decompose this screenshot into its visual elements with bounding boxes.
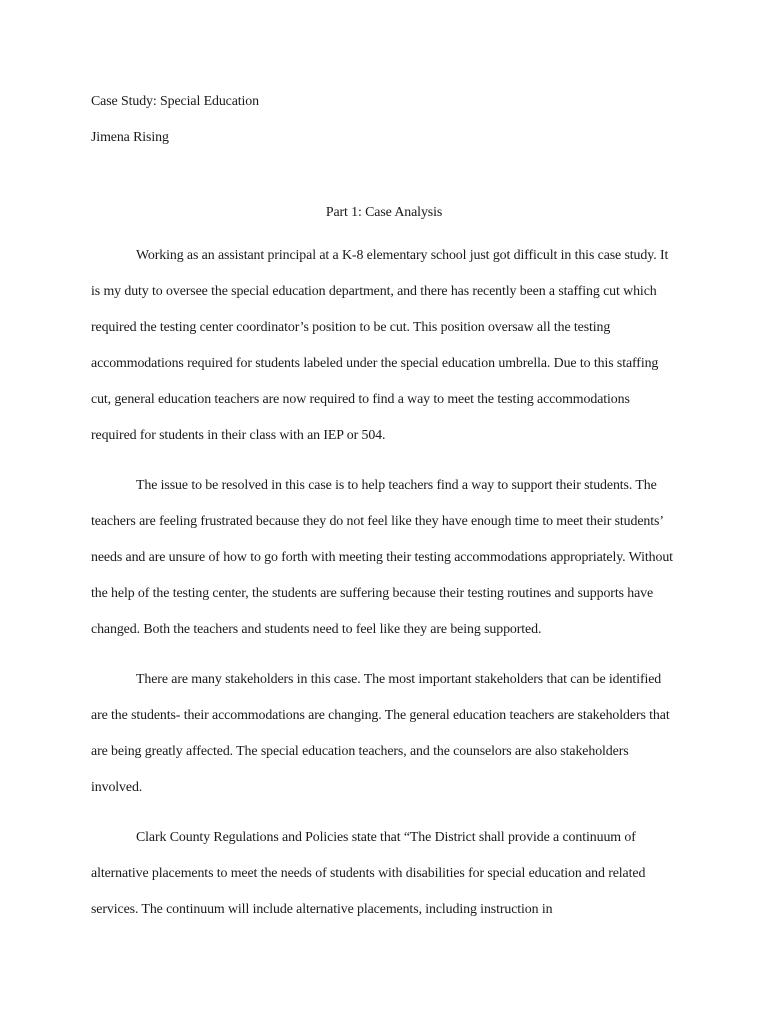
section-title: Part 1: Case Analysis bbox=[325, 205, 443, 220]
document-body bbox=[91, 92, 677, 928]
document-title: Case Study: Special Education bbox=[91, 94, 259, 109]
paragraph: Clark County Regulations and Policies state that “The District shall provide a continuum of alternative placements to meet the needs of students with disabilities for special education and related services. The continuum will include alternative placements, including instruction in bbox=[91, 830, 646, 917]
author-name: Jimena Rising bbox=[91, 130, 169, 145]
paragraph: There are many stakeholders in this case. The most important stakeholders that can be identified are the students- their accommodations are changing. The general education teachers are stakeholders that are being greatly affected. The special education teachers, and the counselors are also stakeholders involved. bbox=[91, 672, 670, 795]
paragraph: Working as an assistant principal at a K-8 elementary school just got difficult in this case study. It is my duty to oversee the special education department, and there has recently been a staffing cut which required the testing center coordinator’s position to be cut. This position oversaw all the testing accommodations required for students labeled under the special education umbrella. Due to this staffing cut, general education teachers are now required to find a way to meet the testing accommodations required for students in their class with an IEP or 504. bbox=[91, 248, 669, 443]
paragraph: The issue to be resolved in this case is to help teachers find a way to support their students. The teachers are feeling frustrated because they do not feel like they have enough time to meet their students’ needs and are unsure of how to go forth with meeting their testing accommodations appropriately. Without the help of the testing center, the students are suffering because their testing routines and supports have changed. Both the teachers and students need to feel like they are being supported. bbox=[91, 478, 673, 637]
